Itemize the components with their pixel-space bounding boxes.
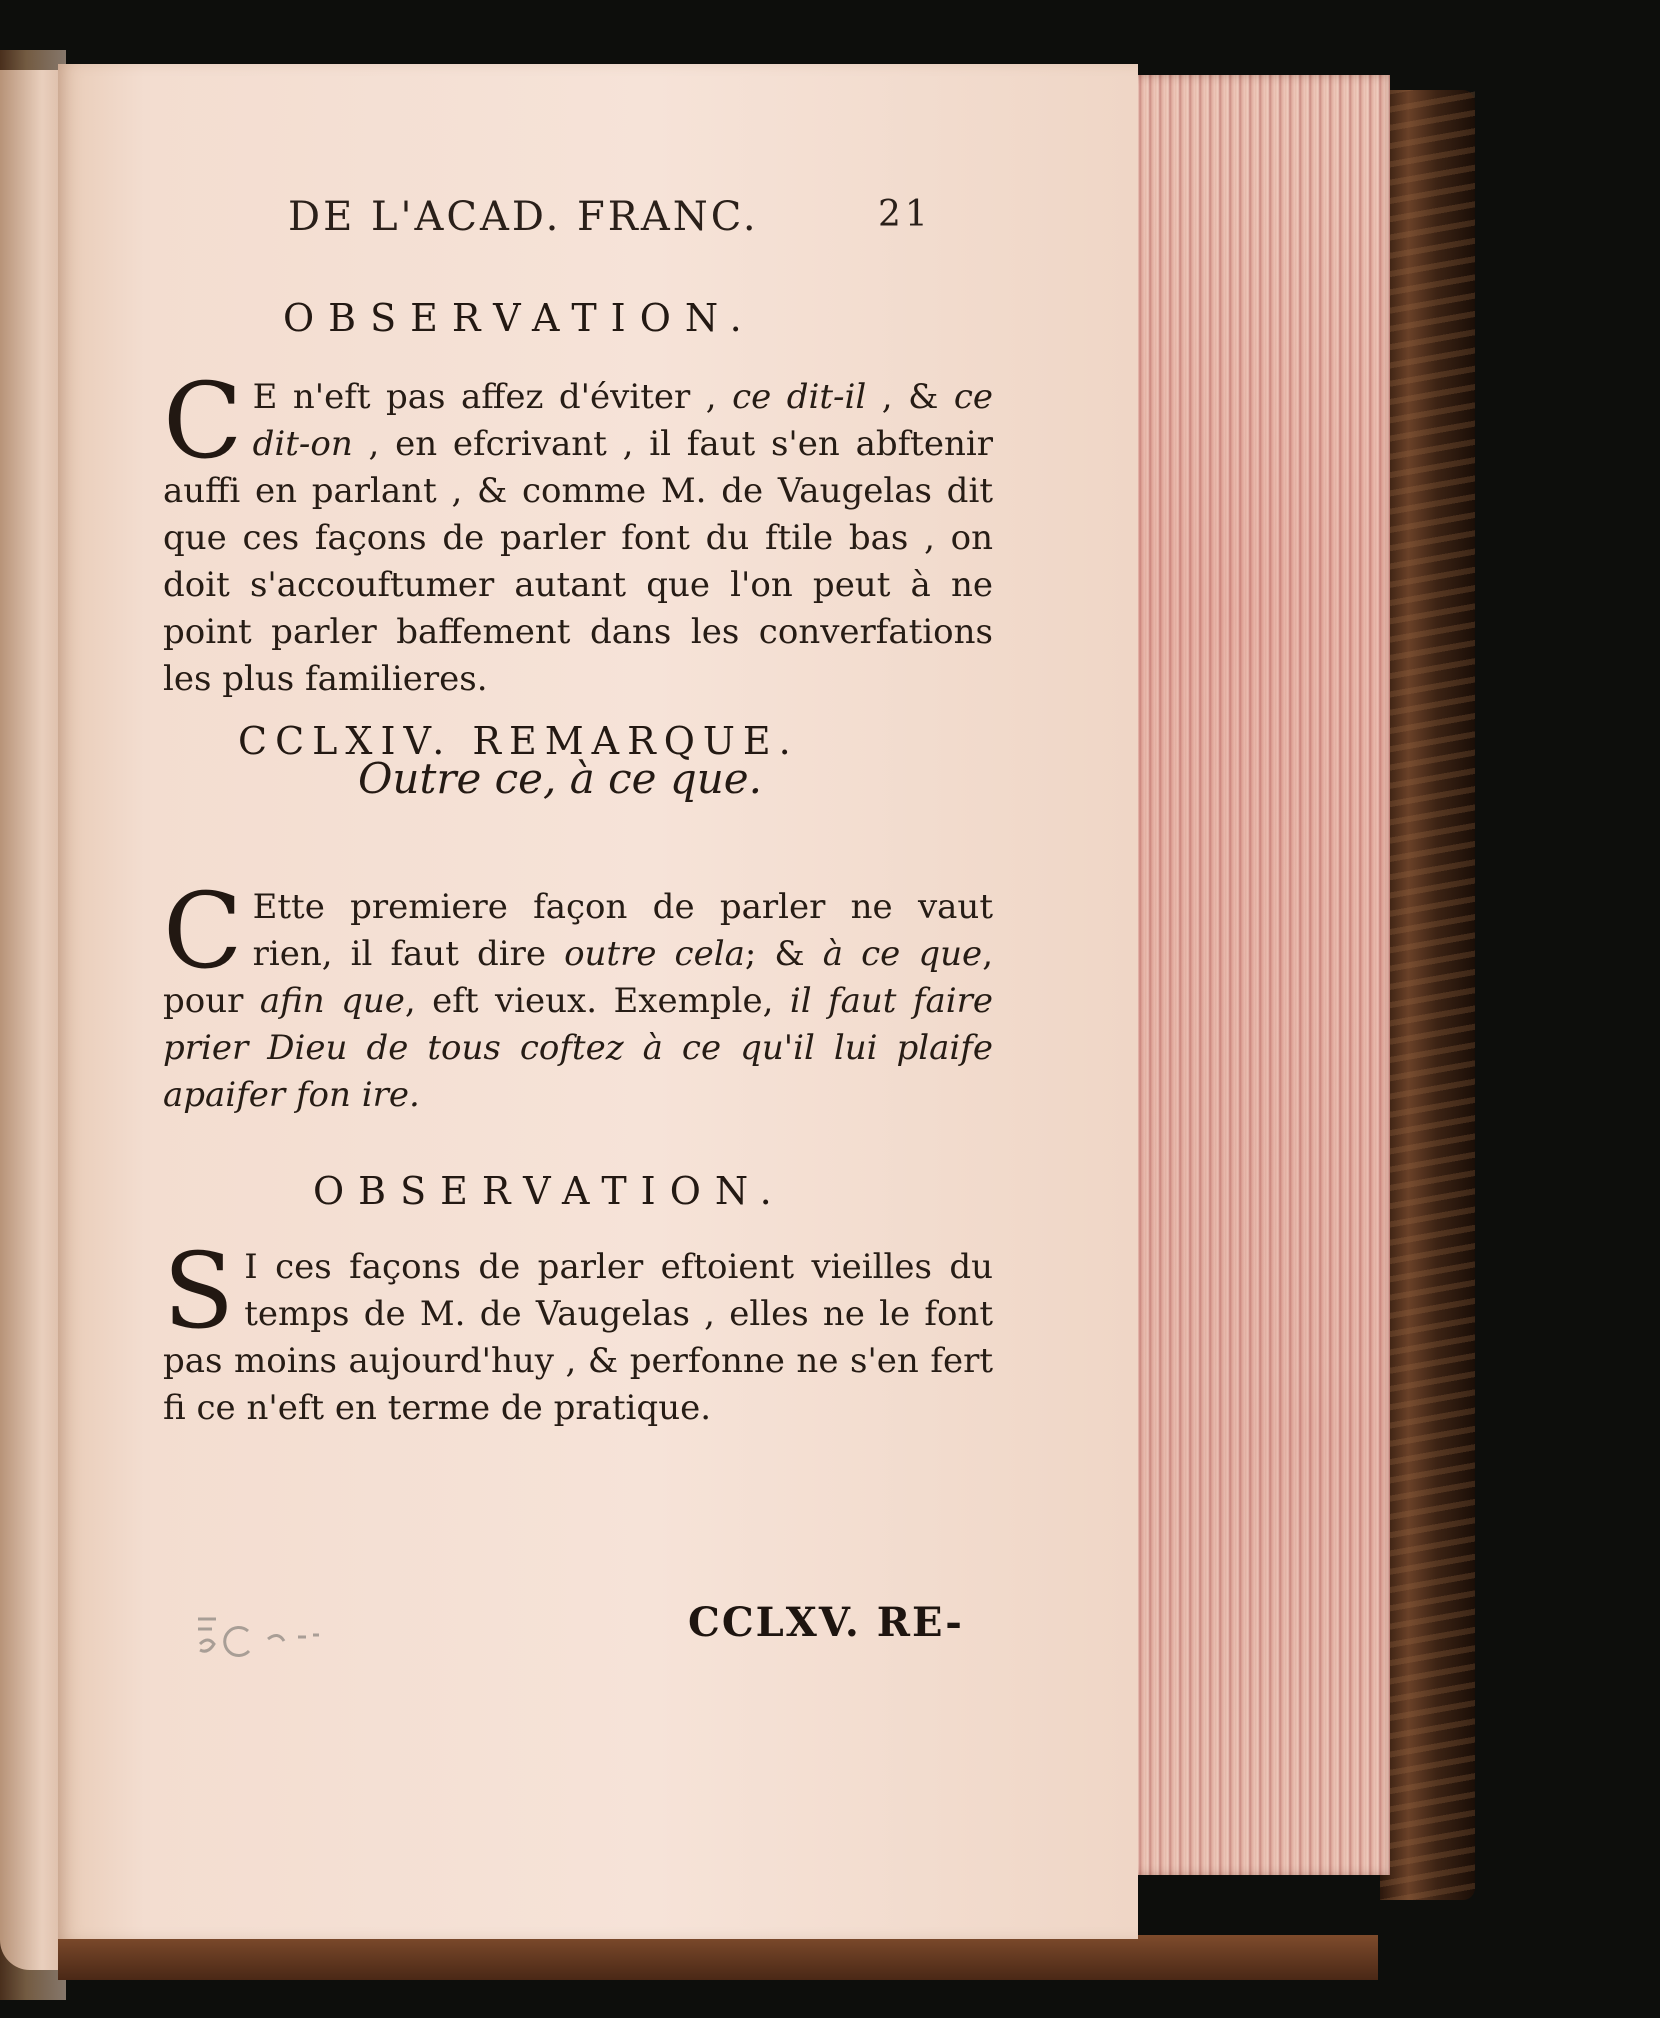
paragraph-text <box>163 870 993 1115</box>
drop-cap: C <box>163 360 243 482</box>
page-number: 21 <box>878 194 932 235</box>
text-run: Ette premiere façon de parler ne vaut rien, il faut dire <box>252 887 993 974</box>
book-cover <box>1380 90 1475 1900</box>
book-page <box>58 64 1138 1939</box>
paragraph-remarque <box>163 870 993 1119</box>
cover-bottom-edge <box>58 1935 1378 1980</box>
section-heading-remarque: CCLXIV. REMARQUE. <box>238 719 799 763</box>
text-run: E n'eft pas affez d'éviter , <box>252 377 733 417</box>
text-run: , & <box>866 377 954 417</box>
text-run: , eft vieux. Exemple, <box>404 981 790 1021</box>
page-stack <box>1125 75 1390 1875</box>
italic-text-run: outre cela <box>564 934 745 974</box>
running-head: DE L'ACAD. FRANC. <box>288 194 759 240</box>
catchword: CCLXV. RE- <box>688 1599 964 1646</box>
italic-text-run: ce dit-il <box>732 377 867 417</box>
faded-library-stamp <box>188 1609 338 1669</box>
italic-text-run: il faut faire prier Dieu de tous coftez à ce qu'il lui plaife apaifer fon ire. <box>163 981 993 1115</box>
page-content <box>58 64 1138 1939</box>
drop-cap: C <box>163 870 243 992</box>
italic-text-run: à ce que <box>822 934 983 974</box>
paragraph-observation-1 <box>163 360 994 703</box>
paragraph-text <box>163 360 994 699</box>
text-run: ; & <box>744 934 823 974</box>
paragraph-observation-2 <box>163 1230 993 1432</box>
text-run: I ces façons de parler eftoient vieilles du temps de M. de Vaugelas , elles ne le font pas moins aujourd'huy , & perfonne ne s'en fert fi ce n'eft en terme de pratique. <box>163 1247 993 1428</box>
section-heading-observation-2: OBSERVATION. <box>313 1169 786 1213</box>
text-run: , en efcrivant , il faut s'en abftenir auffi en parlant , & comme M. de Vaugelas dit que ces façons de parler font du ftile bas , on doit s'accouftumer autant que l'on peut à ne point parler baffement dans les converfations les plus familieres. <box>163 424 993 699</box>
paragraph-text <box>163 1230 993 1428</box>
section-heading-observation-1: OBSERVATION. <box>283 296 756 340</box>
italic-text-run: ce dit-on <box>252 377 994 464</box>
remarque-subtitle: Outre ce, à ce que. <box>358 754 762 803</box>
drop-cap: S <box>163 1230 235 1352</box>
text-run: , pour <box>163 934 993 1021</box>
italic-text-run: afin que <box>259 981 405 1021</box>
